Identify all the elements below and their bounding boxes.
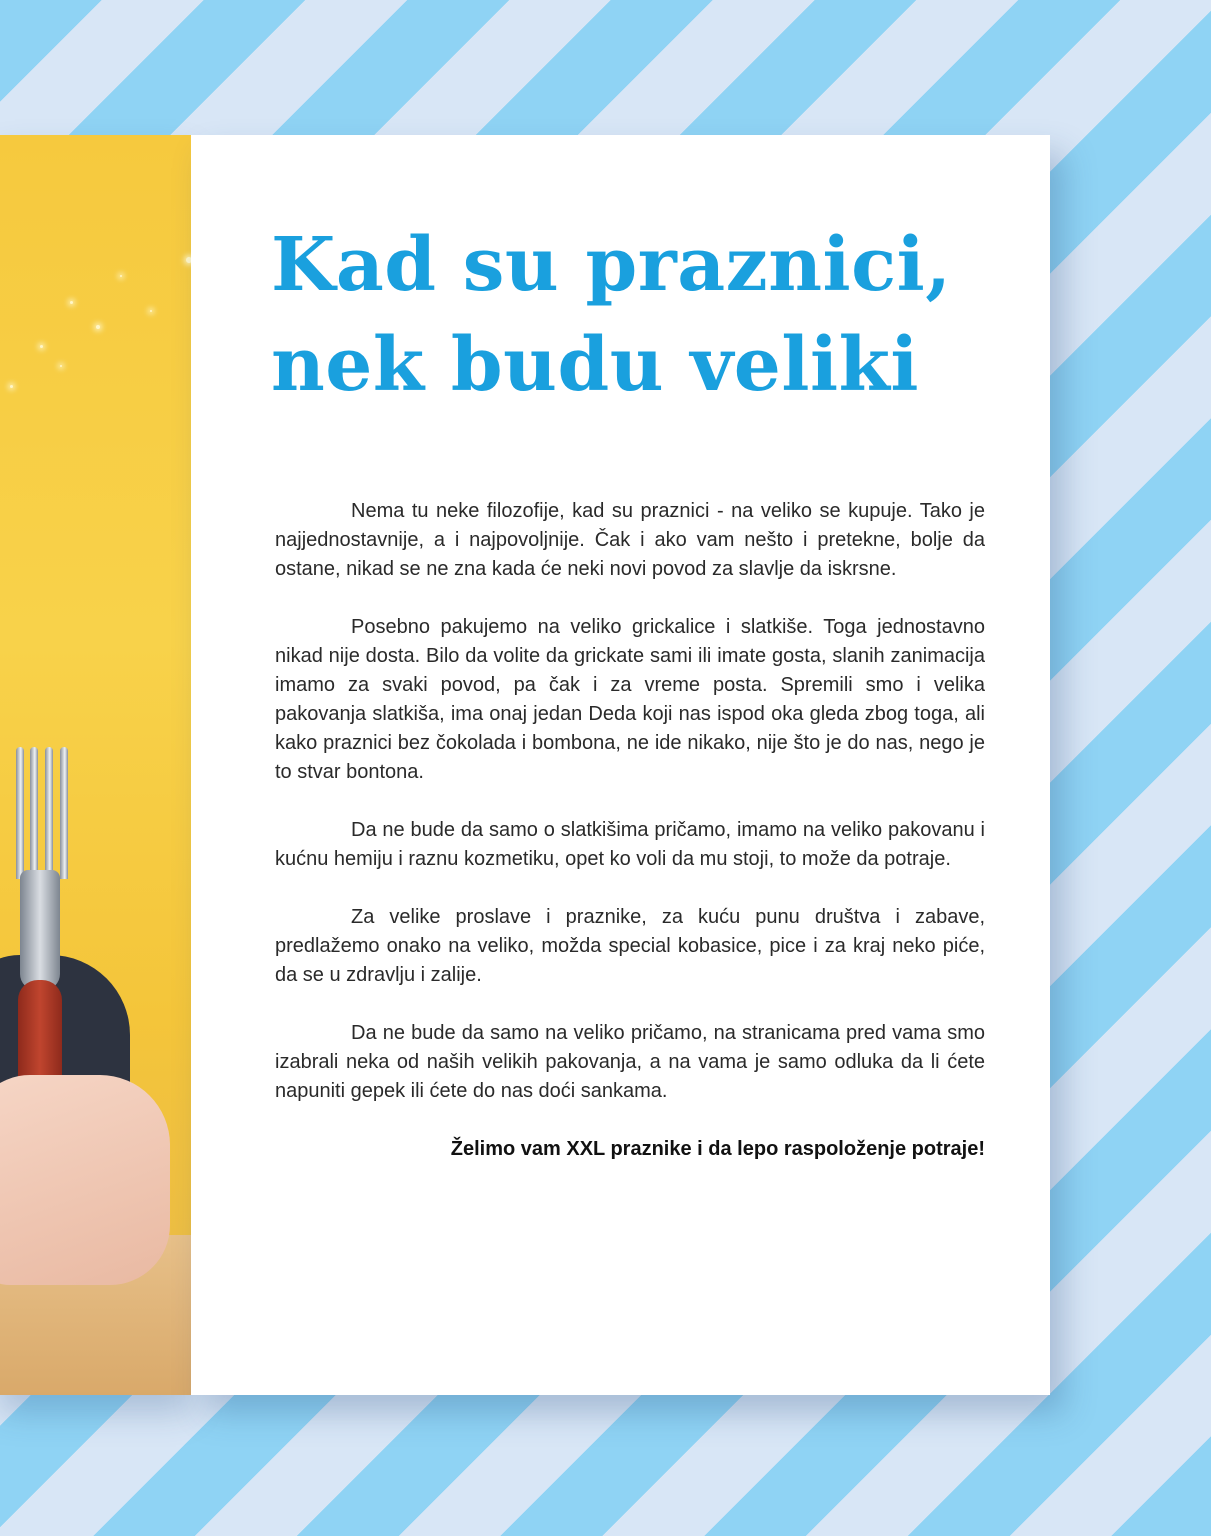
closing-line: Želimo vam XXL praznike i da lepo raspoloženje potraje! (450, 1138, 985, 1160)
article-page (191, 135, 1050, 1395)
sparkle (120, 275, 122, 277)
sparkle (150, 310, 152, 312)
paragraph: Nema tu neke filozofije, kad su praznici - na veliko se kupuje. Tako je najjednostavnije, a i najpovoljnije. Čak i ako vam nešto i pretekne, bolje da ostane, nikad se ne zna kada će neki novi povod za slavlje da iskrsne. (275, 500, 985, 580)
paragraph: Za velike proslave i praznike, za kuću punu društva i zabave, predlažemo onako na veliko, možda special kobasice, pice i za kraj neko piće, da se u zdravlju i zalije. (275, 906, 985, 986)
article-body (275, 497, 985, 1193)
article-title (271, 215, 952, 415)
fork-tine (45, 747, 53, 879)
paragraph: Da ne bude da samo na veliko pričamo, na stranicama pred vama smo izabrali neka od naših velikih pakovanja, a na vama je samo odluka da li ćete napuniti gepek ili ćete do nas doći sankama. (275, 1022, 985, 1102)
fork-tine (60, 747, 68, 879)
hand (0, 1075, 170, 1285)
fork-tine (30, 747, 38, 879)
sparkle (60, 365, 62, 367)
title-line-2: nek budu veliki (271, 322, 919, 408)
sparkle (70, 301, 73, 304)
sparkle (96, 325, 100, 329)
fork-hand-photo (0, 135, 191, 1395)
sparkle (10, 385, 13, 388)
fork-tine (16, 747, 24, 879)
title-line-1: Kad su praznici, (271, 222, 952, 308)
paragraph: Posebno pakujemo na veliko grickalice i slatkiše. Toga jednostavno nikad nije dosta. Bilo da volite da grickate sami ili imate gosta, slanih zanimacija imamo za svaki povod, pa čak i za vreme posta. Spremili smo i velika pakovanja slatkiša, ima onaj jedan Deda koji nas ispod oka gleda zbog toga, ali kako praznici bez čokolada i bombona, ne ide nikako, nije što je do nas, nego je to stvar bontona. (275, 616, 985, 783)
paragraph: Da ne bude da samo o slatkišima pričamo, imamo na veliko pakovanu i kućnu hemiju i raznu kozmetiku, opet ko voli da mu stoji, to može da potraje. (275, 819, 985, 870)
fork-neck (20, 870, 60, 990)
sparkle (40, 345, 43, 348)
